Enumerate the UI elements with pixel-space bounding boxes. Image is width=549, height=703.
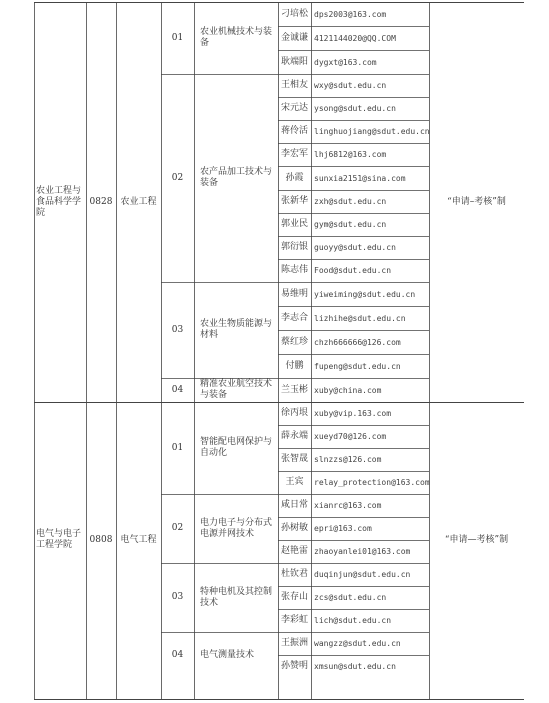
direction-number: 01 (171, 442, 184, 453)
direction-name: 电力电子与分布式电源并网技术 (200, 517, 273, 539)
advisor-email: gym@sdut.edu.cn (314, 220, 387, 229)
enrollment-table (34, 2, 524, 700)
advisor-name: 陈志伟 (280, 265, 308, 275)
advisor-name: 兰玉彬 (280, 384, 308, 395)
direction-name: 农产品加工技术与装备 (200, 167, 273, 188)
advisor-name: 李宏军 (280, 149, 308, 159)
advisor-name: 徐丙垠 (280, 408, 308, 418)
advisor-email: xuby@vip.163.com (314, 409, 392, 418)
advisor-email: ysong@sdut.edu.cn (314, 104, 396, 113)
direction-name: 精准农业航空技术与装备 (200, 379, 273, 400)
advisor-name: 王宾 (285, 477, 304, 487)
advisor-email: Food@sdut.edu.cn (314, 266, 392, 275)
admission-method: “申请—考核”制 (444, 534, 509, 545)
advisor-email: epri@163.com (314, 524, 372, 533)
advisor-name: 郭业民 (280, 219, 308, 229)
advisor-email: xuby@china.com (314, 385, 382, 395)
advisor-email: lich@sdut.edu.cn (314, 616, 392, 625)
advisor-name: 金诚谦 (280, 32, 308, 43)
advisor-email: slnzzs@126.com (314, 455, 382, 464)
direction-name: 特种电机及其控制技术 (200, 586, 273, 608)
discipline-name: 电气工程 (120, 534, 157, 545)
discipline-code: 0808 (89, 534, 113, 545)
advisor-name: 李彩虹 (280, 615, 308, 625)
advisor-name: 耿端阳 (280, 56, 308, 67)
direction-name: 农业机械技术与装备 (200, 27, 273, 48)
advisor-email: xmsun@sdut.edu.cn (314, 662, 396, 671)
discipline-code: 0828 (89, 196, 113, 207)
advisor-email: yiweiming@sdut.edu.cn (314, 289, 416, 299)
advisor-email: 4121144020@QQ.COM (314, 33, 396, 43)
advisor-name: 孙赞明 (280, 661, 308, 671)
advisor-name: 宋元达 (280, 103, 308, 113)
direction-name: 农业生物质能源与材料 (200, 319, 273, 340)
advisor-email: zcs@sdut.edu.cn (314, 593, 387, 602)
advisor-email: wxy@sdut.edu.cn (314, 81, 387, 90)
advisor-email: dygxt@163.com (314, 57, 377, 67)
advisor-name: 张智晟 (280, 454, 308, 464)
advisor-name: 刁培松 (280, 8, 308, 19)
advisor-email: chzh666666@126.com (314, 337, 401, 347)
direction-number: 03 (171, 324, 184, 335)
advisor-name: 孙树敏 (280, 523, 308, 533)
advisor-email: zhaoyanlei01@163.com (314, 547, 411, 556)
direction-number: 04 (171, 384, 184, 395)
direction-number: 03 (171, 592, 184, 602)
advisor-email: zxh@sdut.edu.cn (314, 197, 387, 206)
direction-name: 智能配电网保护与自动化 (200, 437, 273, 458)
advisor-name: 蒋伶活 (280, 126, 308, 136)
advisor-name: 付鹏 (285, 360, 304, 371)
advisor-email: relay_protection@163.com (314, 478, 430, 487)
admission-method: “申请–考核”制 (447, 196, 506, 207)
advisor-name: 王相友 (280, 80, 308, 90)
advisor-email: fupeng@sdut.edu.cn (314, 361, 401, 371)
direction-name: 电气测量技术 (200, 649, 255, 660)
advisor-name: 郭衍银 (280, 242, 308, 252)
direction-number: 04 (171, 649, 184, 660)
advisor-email: xueyd70@126.com (314, 432, 387, 441)
advisor-name: 薛永端 (280, 431, 308, 441)
advisor-name: 咸日常 (280, 500, 308, 510)
direction-number: 02 (171, 523, 184, 533)
direction-number: 02 (171, 172, 184, 183)
advisor-name: 李志合 (280, 312, 308, 323)
advisor-email: lizhihe@sdut.edu.cn (314, 313, 406, 323)
advisor-email: duqinjun@sdut.edu.cn (314, 570, 411, 579)
college-name: 电气与电子工程学院 (36, 529, 82, 550)
advisor-name: 杜钦君 (280, 569, 308, 579)
advisor-email: sunxia2151@sina.com (314, 173, 406, 183)
advisor-name: 赵艳雷 (280, 546, 308, 556)
advisor-name: 王振洲 (280, 638, 308, 648)
advisor-name: 张新华 (280, 196, 308, 206)
advisor-email: linghuojiang@sdut.edu.cn (314, 127, 430, 136)
advisor-name: 蔡红珍 (280, 336, 308, 347)
discipline-name: 农业工程 (120, 196, 157, 207)
advisor-email: guoyy@sdut.edu.cn (314, 243, 396, 252)
advisor-email: xianrc@163.com (314, 501, 382, 510)
advisor-name: 易维明 (280, 288, 308, 299)
advisor-email: wangzz@sdut.edu.cn (314, 639, 401, 648)
advisor-name: 张存山 (280, 592, 308, 602)
college-name: 农业工程与食品科学学院 (36, 185, 82, 218)
advisor-name: 孙霞 (285, 172, 304, 183)
direction-number: 01 (171, 32, 184, 43)
advisor-email: dps2003@163.com (314, 9, 387, 19)
advisor-email: lhj6812@163.com (314, 150, 387, 159)
